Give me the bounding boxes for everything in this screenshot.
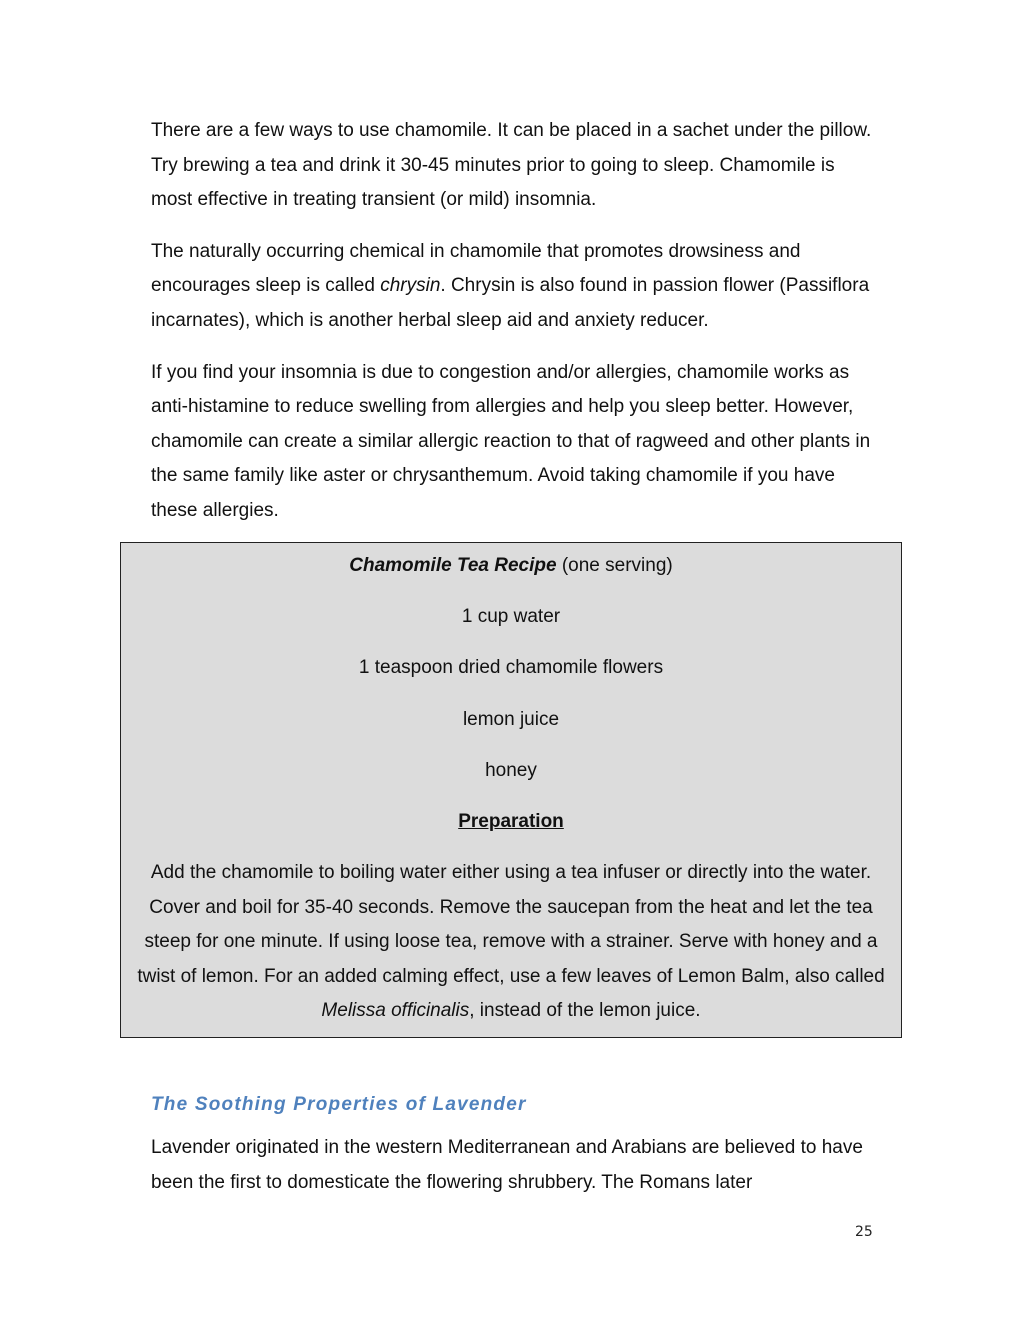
page-number: 25 (855, 1224, 873, 1240)
recipe-box (120, 542, 902, 1038)
recipe-title-serving: (one serving) (556, 555, 673, 576)
section-heading-lavender: The Soothing Properties of Lavender (151, 1094, 527, 1115)
recipe-title-name: Chamomile Tea Recipe (349, 555, 557, 576)
paragraph-chamomile-uses: There are a few ways to use chamomile. It can be placed in a sachet under the pillow. Try brewing a tea and drink it 30-45 minutes prior to going to sleep. Chamomile is most effective in treating transient (or mild) insomnia. (151, 120, 872, 211)
chrysin-text-after: . Chrysin is also found in passion flower (Passiflora incarnates), which is another herbal sleep aid and anxiety reducer. (151, 275, 870, 331)
preparation-text (121, 856, 901, 1029)
melissa-officinalis-term: Melissa officinalis (321, 1000, 470, 1022)
preparation-heading: Preparation (458, 811, 564, 832)
paragraph-chrysin (151, 235, 881, 339)
body-text (151, 114, 881, 546)
chrysin-text-before: The naturally occurring chemical in chamomile that promotes drowsiness and encourages sleep is called (151, 240, 801, 297)
paragraph-allergies: If you find your insomnia is due to congestion and/or allergies, chamomile works as anti-histamine to reduce swelling from allergies and help you sleep better. However, chamomile can create a similar allergic reaction to that of ragweed and other plants in the same family like aster or chrysanthemum. Avoid taking chamomile if you have these allergies. (151, 361, 871, 521)
recipe-title (121, 549, 901, 584)
recipe-ingredient: honey (485, 760, 537, 781)
recipe-ingredient: lemon juice (462, 709, 560, 730)
chrysin-term: chrysin (380, 275, 441, 297)
paragraph-lavender: Lavender originated in the western Mediterranean and Arabians are believed to have been the first to domesticate the flowering shrubbery. The Romans later (151, 1137, 863, 1193)
preparation-text-before: Add the chamomile to boiling water either using a tea infuser or directly into the water. Cover and boil for 35-40 seconds. Remove the saucepan from the heat and let the tea steep for one minute. If using loose tea, remove with a strainer. Serve with honey and a twist of lemon. For an added calming effect, use a few leaves of Lemon Balm, also called (137, 862, 885, 987)
recipe-ingredient: 1 teaspoon dried chamomile flowers (358, 657, 664, 678)
recipe-ingredient: 1 cup water (461, 606, 561, 627)
preparation-text-after: , instead of the lemon juice. (469, 1000, 701, 1022)
